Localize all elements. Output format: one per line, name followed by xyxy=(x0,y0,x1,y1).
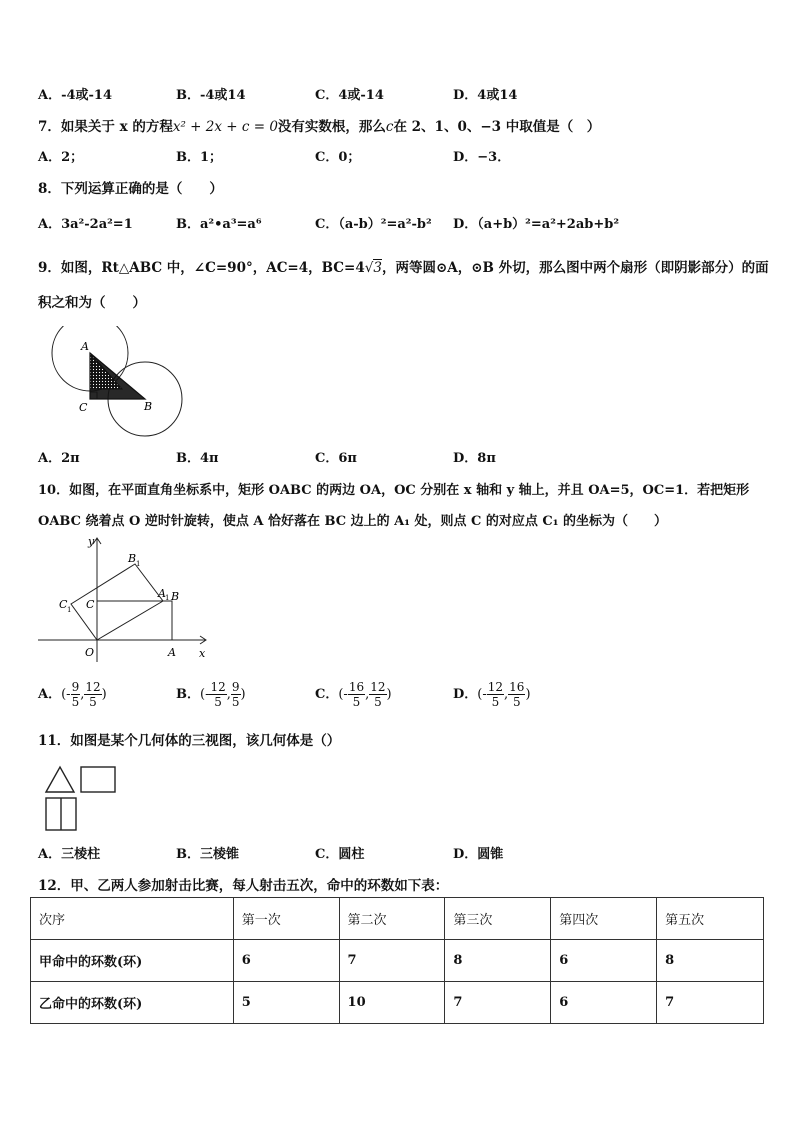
table-row xyxy=(31,982,764,1024)
label-c1: C xyxy=(59,598,68,611)
table-cell: 10 xyxy=(339,982,445,1024)
table-cell: 7 xyxy=(657,982,764,1024)
table-header-cell: 第五次 xyxy=(657,898,764,940)
table-cell: 8 xyxy=(445,940,551,982)
fraction: $\frac{16}{5}$ xyxy=(509,680,525,709)
q7-option-a: A．2； xyxy=(38,150,84,165)
q11-stem: 11．如图是某个几何体的三视图，该几何体是（） xyxy=(38,733,341,749)
table-header-cell: 第四次 xyxy=(551,898,657,940)
fraction: $\frac{12}{5}$ xyxy=(487,680,504,709)
row-label: 甲命中的环数(环) xyxy=(31,940,234,982)
label-a: A xyxy=(81,340,89,353)
label-b: B xyxy=(171,590,180,603)
label-c: C xyxy=(86,598,95,611)
table-cell: 8 xyxy=(657,940,764,982)
side-view-rectangle xyxy=(81,767,115,792)
q6-option-b: B．-4或14 xyxy=(176,88,246,103)
table-header-cell: 第三次 xyxy=(445,898,551,940)
fraction: $\frac{12}{5}$ xyxy=(85,680,101,709)
label-c1-sub: 1 xyxy=(67,606,72,614)
table-header-cell: 第一次 xyxy=(233,898,339,940)
q6-option-d: D．4或14 xyxy=(453,88,518,103)
q7-middle: 没有实数根，那么 xyxy=(277,119,386,135)
table-header-row xyxy=(31,898,764,940)
label-b: B xyxy=(144,400,153,413)
q7-var-c: c xyxy=(385,119,394,135)
q9-line1: 9．如图，Rt△ABC 中，∠C=90°，AC=4，BC=4 xyxy=(38,260,365,276)
q6-option-a: A．-4或-14 xyxy=(38,88,113,103)
q9-figure xyxy=(50,326,190,438)
q10-stem-line1: 10．如图，在平面直角坐标系中，矩形 OABC 的两边 OA，OC 分别在 x 轴和 y 轴上，并且 OA=5，OC=1．若把矩形 xyxy=(38,483,750,498)
q7-stem xyxy=(38,115,600,135)
q8-option-b: B．a²•a³=a⁶ xyxy=(176,217,262,232)
q8-option-d: D．（a+b）²=a²+2ab+b² xyxy=(453,217,620,232)
q6-option-c: C．4或-14 xyxy=(315,88,384,103)
q10-option-d: D．(- $\frac{12}{5}$ , $\frac{16}{5}$ ) xyxy=(453,680,531,709)
q10-stem-line2: OABC 绕着点 O 逆时针旋转，使点 A 恰好落在 BC 边上的 A₁ 处，则点 C 的对应点 C₁ 的坐标为（ ） xyxy=(38,514,667,529)
sqrt-symbol: √ xyxy=(364,260,374,276)
fraction: $\frac{12}{5}$ xyxy=(210,680,226,709)
label-a1: A xyxy=(158,587,166,600)
scores-table xyxy=(30,897,764,1024)
table-cell: 6 xyxy=(551,940,657,982)
q7-option-b: B．1； xyxy=(176,150,223,165)
q11-option-c: C．圆柱 xyxy=(315,847,365,862)
row-label: 乙命中的环数(环) xyxy=(31,982,234,1024)
q7-suffix: 在 2、1、0、−3 中取值是（ ） xyxy=(393,119,601,135)
label-o: O xyxy=(85,646,95,659)
q7-equation: x² + 2x + c = 0 xyxy=(172,119,278,135)
q9-sqrt-value: 3 xyxy=(373,260,382,276)
rectangle-oabc xyxy=(97,601,172,640)
q9-option-d: D．8π xyxy=(453,451,496,466)
label-c: C xyxy=(79,401,88,414)
q11-option-a: A．三棱柱 xyxy=(38,847,101,862)
q8-option-c: C．（a-b）²=a²-b² xyxy=(315,217,432,232)
q11-option-d: D．圆锥 xyxy=(453,847,504,862)
q9-option-c: C．6π xyxy=(315,451,357,466)
table-cell: 6 xyxy=(551,982,657,1024)
q10-option-a: A．(- $\frac{9}{5}$ , $\frac{12}{5}$ ) xyxy=(38,680,107,709)
fraction: $\frac{12}{5}$ xyxy=(370,680,386,709)
fraction: $\frac{9}{5}$ xyxy=(231,680,240,709)
fraction: $\frac{16}{5}$ xyxy=(348,680,365,709)
rectangle-oa1b1c1 xyxy=(71,564,163,640)
q8-option-a: A．3a²-2a²=1 xyxy=(38,217,133,232)
q9-option-a: A．2π xyxy=(38,451,80,466)
label-a1-sub: 1 xyxy=(165,594,170,602)
label-y: y xyxy=(88,535,95,548)
q12-stem: 12．甲、乙两人参加射击比赛，每人射击五次，命中的环数如下表： xyxy=(38,878,449,894)
table-header-cell: 次序 xyxy=(31,898,234,940)
q9-stem-line1 xyxy=(38,256,769,276)
table-cell: 5 xyxy=(233,982,339,1024)
q10-option-c: C．(- $\frac{16}{5}$ , $\frac{12}{5}$ ) xyxy=(315,680,392,709)
table-cell: 7 xyxy=(339,940,445,982)
table-header-cell: 第二次 xyxy=(339,898,445,940)
q11-option-b: B．三棱锥 xyxy=(176,847,239,862)
q10-figure xyxy=(38,530,213,665)
q7-option-c: C．0； xyxy=(315,150,361,165)
table-cell: 7 xyxy=(445,982,551,1024)
q8-stem: 8．下列运算正确的是（ ） xyxy=(38,181,223,197)
q11-three-views xyxy=(44,764,119,834)
table-cell: 6 xyxy=(233,940,339,982)
q7-option-d: D．−3． xyxy=(453,150,511,165)
label-b1-sub: 1 xyxy=(136,560,141,568)
table-row xyxy=(31,940,764,982)
front-view-triangle xyxy=(46,767,74,792)
q7-prefix: 7．如果关于 x 的方程 xyxy=(38,119,173,135)
label-a: A xyxy=(168,646,176,659)
q9-option-b: B．4π xyxy=(176,451,219,466)
q10-option-b: B．(- $\frac{12}{5}$ , $\frac{9}{5}$ ) xyxy=(176,680,246,709)
fraction: $\frac{9}{5}$ xyxy=(71,680,80,709)
q9-stem-line2: 积之和为（ ） xyxy=(38,295,146,311)
label-x: x xyxy=(199,647,206,660)
q9-line1-end: ，两等圆⊙A，⊙B 外切，那么图中两个扇形（即阴影部分）的面 xyxy=(381,260,769,276)
label-b1: B xyxy=(128,552,137,565)
